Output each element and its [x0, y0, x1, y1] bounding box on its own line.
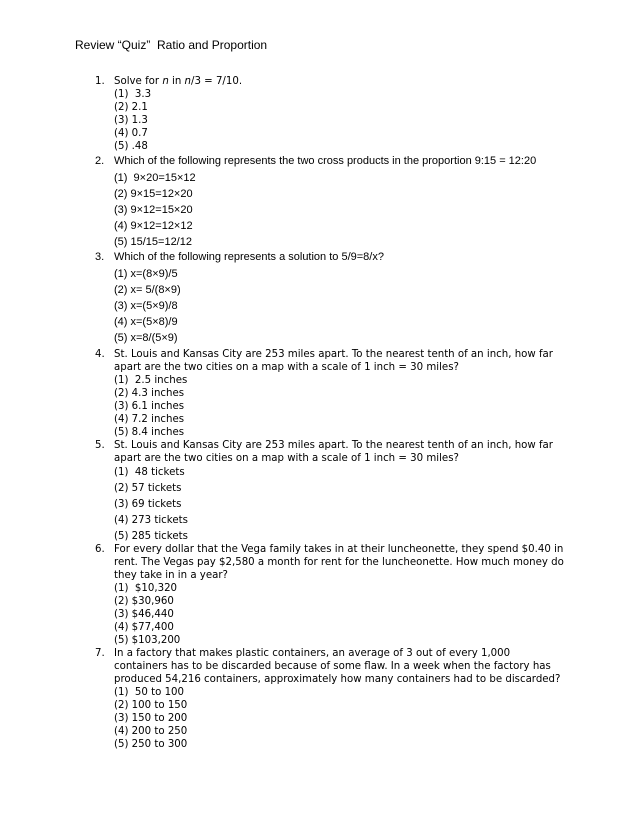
answer-option: (5) .48 [114, 141, 148, 152]
answer-option: (1) 2.5 inches [114, 375, 188, 386]
answer-option: (1) x=(8×9)/5 [114, 268, 178, 280]
answer-option: (1) 48 tickets [114, 467, 185, 478]
answer-option: (4) 0.7 [114, 128, 148, 139]
question-7 [95, 647, 565, 751]
answer-options [114, 582, 565, 647]
question-stem: St. Louis and Kansas City are 253 miles apart. To the nearest tenth of an inch, how far apart are the two cities on a map with a scale of 1 inch = 30 miles? [114, 440, 553, 464]
question-number: 3. [95, 251, 105, 263]
question-number: 6. [95, 544, 105, 555]
answer-option: (3) x=(5×9)/8 [114, 300, 178, 312]
answer-option: (5) 8.4 inches [114, 427, 185, 438]
question-stem: Which of the following represents the two cross products in the proportion 9:15 = 12:20 [114, 155, 537, 167]
answer-option: (5) x=8/(5×9) [114, 332, 178, 344]
question-number: 4. [95, 349, 105, 360]
answer-option: (2) $30,960 [114, 596, 174, 607]
document-title: Review “Quiz” Ratio and Proportion [75, 38, 268, 52]
answer-option: (4) 200 to 250 [114, 726, 188, 737]
question-stem: For every dollar that the Vega family takes in at their luncheonette, they spend $0.40 in rent. The Vegas pay $2,580 a month for rent for the luncheonette. How much money do they take in in a year? [114, 544, 564, 581]
question-stem: In a factory that makes plastic containers, an average of 3 out of every 1,000 containers has to be discarded because of some flaw. In a week when the factory has produced 54,216 containers, approximately how many containers had to be discarded? [114, 648, 561, 685]
answer-option: (5) $103,200 [114, 635, 181, 646]
question-2 [95, 155, 565, 250]
answer-option: (3) $46,440 [114, 609, 174, 620]
answer-options [114, 686, 565, 751]
answer-option: (2) 100 to 150 [114, 700, 188, 711]
question-4 [95, 348, 565, 439]
answer-option: (3) 150 to 200 [114, 713, 188, 724]
question-number: 2. [95, 155, 105, 167]
answer-option: (1) 50 to 100 [114, 687, 185, 698]
answer-options [114, 88, 565, 153]
answer-option: (1) 9×20=15×12 [114, 172, 196, 184]
question-number: 5. [95, 440, 105, 451]
answer-option: (1) $10,320 [114, 583, 178, 594]
answer-options [114, 266, 565, 346]
answer-options [114, 374, 565, 439]
answer-option: (3) 9×12=15×20 [114, 204, 193, 216]
answer-option: (4) 9×12=12×12 [114, 220, 193, 232]
question-stem: Solve for n in n/3 = 7/10. [114, 76, 243, 87]
answer-option: (2) x= 5/(8×9) [114, 284, 181, 296]
question-number: 1. [95, 76, 105, 87]
answer-options [114, 170, 565, 250]
answer-option: (3) 1.3 [114, 115, 148, 126]
answer-option: (3) 69 tickets [114, 499, 182, 510]
answer-option: (2) 2.1 [114, 102, 148, 113]
answer-option: (2) 57 tickets [114, 483, 182, 494]
answer-option: (5) 250 to 300 [114, 739, 188, 750]
answer-option: (3) 6.1 inches [114, 401, 185, 412]
question-number: 7. [95, 648, 105, 659]
answer-option: (2) 9×15=12×20 [114, 188, 193, 200]
answer-option: (4) 273 tickets [114, 515, 188, 526]
answer-option: (4) x=(5×8)/9 [114, 316, 178, 328]
answer-option: (1) 3.3 [114, 89, 152, 100]
answer-option: (5) 15/15=12/12 [114, 236, 192, 248]
answer-option: (4) $77,400 [114, 622, 174, 633]
answer-option: (2) 4.3 inches [114, 388, 185, 399]
question-stem: Which of the following represents a solution to 5/9=8/x? [114, 251, 384, 263]
question-5 [95, 439, 565, 545]
question-6 [95, 543, 565, 647]
question-3 [95, 251, 565, 346]
question-1 [95, 75, 565, 153]
answer-option: (4) 7.2 inches [114, 414, 185, 425]
answer-option: (5) 285 tickets [114, 531, 188, 542]
question-stem: St. Louis and Kansas City are 253 miles apart. To the nearest tenth of an inch, how far apart are the two cities on a map with a scale of 1 inch = 30 miles? [114, 349, 553, 373]
answer-options [114, 465, 565, 545]
